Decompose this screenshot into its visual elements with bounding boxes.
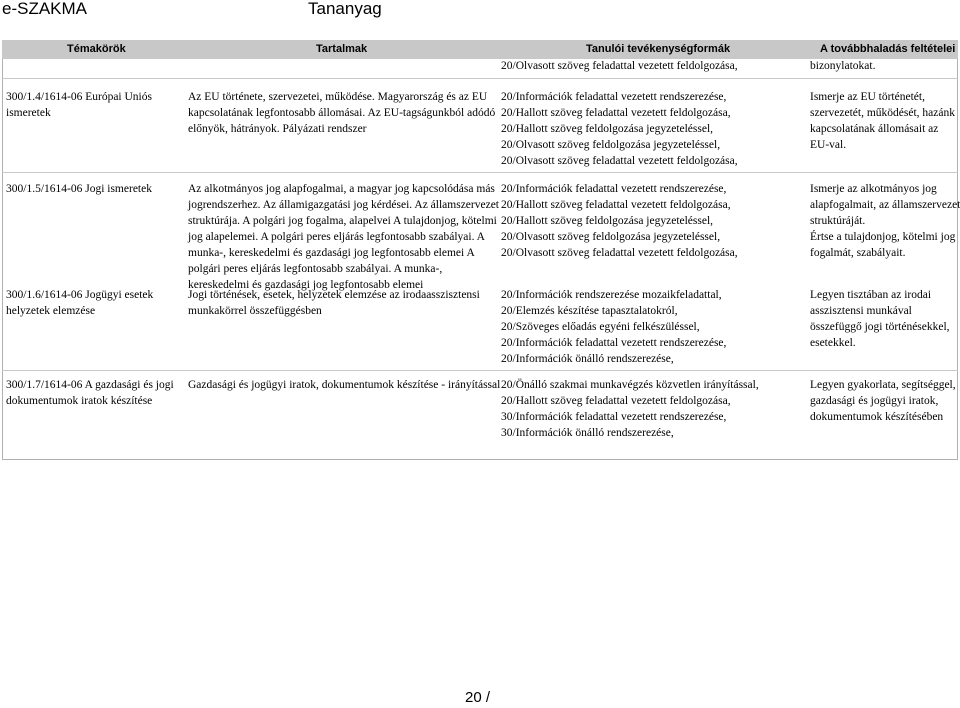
row-content: Gazdasági és jogügyi iratok, dokumentumok készítése - irányítással [188,379,501,391]
row-topic: 300/1.4/1614-06 Európai Uniós ismeretek [6,91,152,119]
section-title: Tananyag [308,0,382,18]
header-contents: Tartalmak [316,43,368,55]
header-topics: Témakörök [67,43,126,55]
row-content: Az alkotmányos jog alapfogalmai, a magyar jog kapcsolódása más jogrendszerhez. Az államigazgatási jog kérdései. Az államszervezet struktúrája. A polgári jog fogalma, alapelvei A tulajdonjog, kötelmi jog alapelemei. A polgári peres eljárás legfontosabb szabályai. A munka-, kereskedelmi és gazdasági jog legfontosabb elemei A polgári peres eljárás legfontosabb szabályai. A munka-, kereskedelmi és gazdasági jog legfontosabb elemei [188,183,499,291]
row-conditions: Legyen gyakorlata, segítséggel, gazdasági és jogügyi iratok, dokumentumok készítésében [810,379,956,423]
carryover-activity: 20/Olvasott szöveg feladattal vezetett feldolgozása, [501,60,738,72]
row-divider [2,172,958,173]
header-conditions: A továbbhaladás feltételei [820,43,956,55]
header-activities: Tanulói tevékenységformák [586,43,731,55]
row-conditions: Ismerje az alkotmányos jog alapfogalmait, az államszervezet struktúráját. Értse a tulajdonjog, kötelmi jog fogalmát, szabályait. [810,183,960,259]
row-divider [2,78,958,79]
row-activities: 20/Információk feladattal vezetett rendszerezése, 20/Hallott szöveg feladattal vezetett feldolgozása, 20/Hallott szöveg feldolgozása jegyzeteléssel, 20/Olvasott szöveg feldolgozása jegyzeteléssel, 20/Olvasott szöveg feladattal vezetett feldolgozása, [501,183,738,259]
page-number: 20 / [465,689,491,706]
row-topic: 300/1.7/1614-06 A gazdasági és jogi dokumentumok iratok készítése [6,379,174,407]
row-conditions: Ismerje az EU történetét, szervezetét, működését, hazánk kapcsolatának állomásait az EU-val. [810,91,955,151]
row-topic: 300/1.5/1614-06 Jogi ismeretek [6,183,152,195]
row-content: Az EU története, szervezetei, működése. Magyarország és az EU kapcsolatának legfontosabb állomásai. Az EU-tagságunkból adódó előnyök, hátrányok. Pályázati rendszer [188,91,496,135]
row-activities: 20/Információk feladattal vezetett rendszerezése, 20/Hallott szöveg feladattal vezetett feldolgozása, 20/Hallott szöveg feldolgozása jegyzeteléssel, 20/Olvasott szöveg feldolgozása jegyzeteléssel, 20/Olvasott szöveg feladattal vezetett feldolgozása, [501,91,738,167]
table-header [2,40,958,59]
row-topic: 300/1.6/1614-06 Jogügyi esetek helyzetek elemzése [6,289,154,317]
row-activities: 20/Információk rendszerezése mozaikfeladattal, 20/Elemzés készítése tapasztalatokról, 20/Szöveges előadás egyéni felkészüléssel, 20/Információk feladattal vezetett rendszerezése, 20/Információk önálló rendszerezése, [501,289,727,365]
app-title: e-SZAKMA [2,0,88,18]
row-conditions: Legyen tisztában az irodai asszisztensi munkával összefüggő jogi történésekkel, esetekkel. [810,289,950,349]
row-content: Jogi történések, esetek, helyzetek elemzése az irodaasszisztensi munkakörrel összefüggésben [188,289,480,317]
carryover-condition: bizonylatokat. [810,60,876,72]
row-activities: 20/Önálló szakmai munkavégzés közvetlen irányítással, 20/Hallott szöveg feladattal vezetett feldolgozása, 30/Információk feladattal vezetett rendszerezése, 30/Információk önálló rendszerezése, [501,379,759,439]
row-divider [2,370,958,371]
